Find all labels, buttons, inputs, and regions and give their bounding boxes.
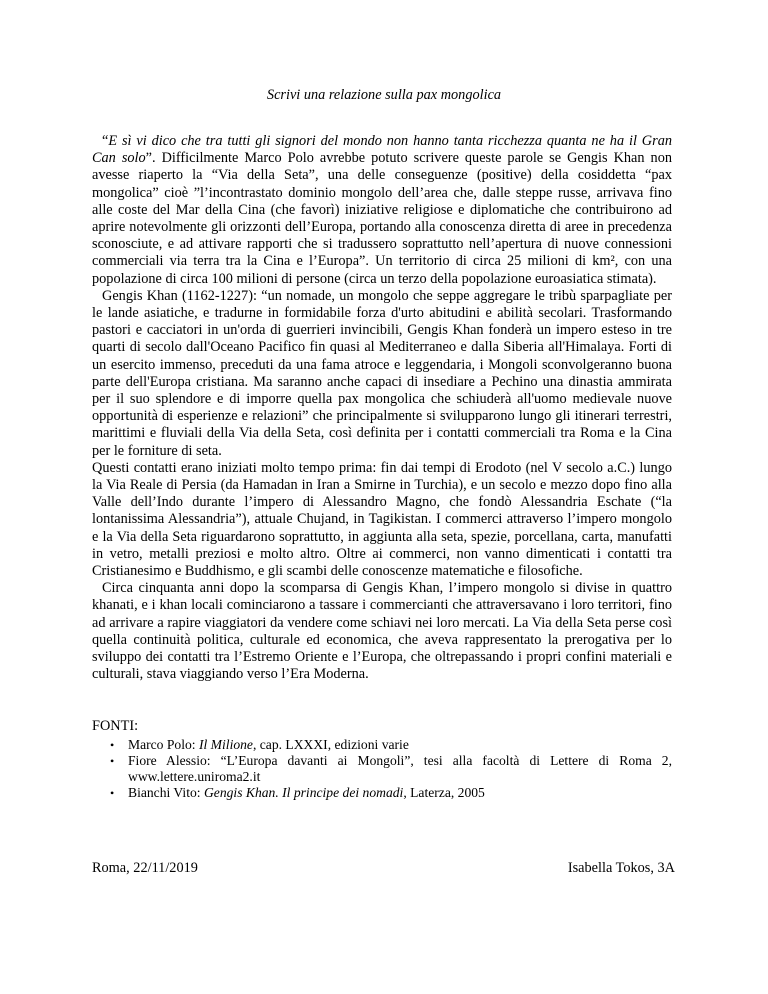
author-signature: Isabella Tokos, 3A (567, 860, 675, 876)
source-item-details: , Laterza, 2005 (403, 785, 485, 801)
opening-quote: E sì vi dico che tra tutti gli signori del mondo non hanno tanta ricchezza quanta ne ha il Gran Can solo (92, 133, 672, 167)
paragraph-1-text: ”. Difficilmente Marco Polo avrebbe potuto scrivere queste parole se Gengis Khan non avesse riaperto la “Via della Seta”, una delle conseguenze (positive) della cosiddetta “pax mongolica” cioè ”l’incontrastato dominio mongolo dell’area che, dalle steppe russe, arrivava fino alle coste del Mar della Cina (che favorì) iniziative religiose e diplomatiche che contribuirono ad aprire notevolmente gli orizzonti dell’Europa, portando alla conoscenza diretta di aree in precedenza sconosciute, e ad attivare rapporti che si tradussero soprattutto nell’apertura di nuove connessioni commerciali via terra tra la Cina e l’Europa”. Un territorio di circa 25 milioni di km², con una popolazione di circa 100 milioni di persone (circa un terzo della popolazione euroasiatica stimata). (92, 150, 672, 287)
sources-section (92, 718, 672, 801)
bullet-icon: • (110, 786, 115, 801)
source-item-text: Marco Polo: (128, 737, 199, 753)
source-item-title: Il Milione (198, 737, 253, 753)
source-item-text: Fiore Alessio: “L’Europa davanti ai Mongoli”, tesi alla facoltà di Lettere di Roma 2, www.lettere.uniroma2.it (128, 753, 672, 785)
sources-heading: FONTI: (92, 718, 139, 734)
paragraph-1: “E sì vi dico che tra tutti gli signori del mondo non hanno tanta ricchezza quanta ne ha il Gran Can solo”. Difficilmente Marco Polo avrebbe potuto scrivere queste parole se Gengis Khan non avesse riaperto la “Via della Seta”, una delle conseguenze (positive) della cosiddetta “pax mongolica” cioè ”l’incontrastato dominio mongolo dell’area che, dalle steppe russe, arrivava fino alle coste del Mar della Cina (che favorì) iniziative religiose e diplomatiche che contribuirono ad aprire notevolmente gli orizzonti dell’Europa, portando alla conoscenza diretta di aree in precedenza sconosciute, e ad attivare rapporti che si tradussero soprattutto nell’apertura di nuove connessioni commerciali via terra tra la Cina e l’Europa”. Un territorio di circa 25 milioni di km², con una popolazione di circa 100 milioni di persone (circa un terzo della popolazione euroasiatica stimata). (92, 133, 672, 287)
source-item-text: Bianchi Vito: (128, 785, 204, 801)
source-item (92, 753, 672, 785)
source-item-title: Gengis Khan. Il principe dei nomadi (203, 785, 404, 801)
source-item (92, 785, 672, 801)
bullet-icon: • (110, 738, 115, 753)
source-item (92, 737, 672, 753)
document-footer (92, 860, 675, 877)
document-body (92, 133, 672, 684)
source-item-details: , cap. LXXXI, edizioni varie (252, 737, 409, 753)
place-date: Roma, 22/11/2019 (92, 860, 198, 876)
paragraph-3: Questi contatti erano iniziati molto tempo prima: fin dai tempi di Erodoto (nel V secolo a.C.) lungo la Via Reale di Persia (da Hamadan in Iran a Smirne in Turchia), e un secolo e mezzo dopo fino alla Valle dell’Indo durante l’impero di Alessandro Magno, che fondò Alessandria Eschate (“la lontanissima Alessandria”), attuale Chujand, in Tagikistan. I commerci attraverso l’impero mongolo e la Via della Seta riguardarono soprattutto, in aggiunta alla seta, spezie, porcellana, carta, manufatti in vetro, metalli preziosi e molto altro. Oltre ai commerci, non vanno dimenticati i contatti tra Cristianesimo e Buddhismo, e gli scambi delle conoscenze matematiche e filosofiche. (92, 459, 672, 580)
document-title: Scrivi una relazione sulla pax mongolica (266, 87, 502, 103)
bullet-icon: • (110, 754, 115, 769)
paragraph-4: Circa cinquanta anni dopo la scomparsa di Gengis Khan, l’impero mongolo si divise in quattro khanati, e i khan locali cominciarono a tassare i commercianti che attraversavano i loro territori, fino ad arrivare a rapire viaggiatori da vendere come schiavi nei loro mercati. La Via della Seta perse così quella continuità politica, culturale ed economica, che aveva rappresentato la prerogativa per lo sviluppo dei contatti tra l’Estremo Oriente e l’Europa, che oltrepassando i propri confini materiali e culturali, stava viaggiando verso l’Era Moderna. (92, 580, 672, 683)
sources-list (92, 737, 672, 801)
paragraph-2: Gengis Khan (1162-1227): “un nomade, un mongolo che seppe aggregare le tribù sparpagliate per le lande asiatiche, e tradurne in formidabile forza d'urto abitudini e abilità secolari. Trasformando pastori e cacciatori in un'orda di guerrieri invincibili, Gengis Khan fonderà un impero esteso in tre quarti di secolo dall'Oceano Pacifico fin quasi al Mediterraneo e dalla Siberia all'Himalaya. Forti di un esercito immenso, preceduti da una fama atroce e leggendaria, i Mongoli sconvolgeranno buona parte dell'Europa cristiana. Ma saranno anche capaci di insediare a Pechino una dinastia ammirata per il suo splendore e di imporre quella pax mongolica che schiuderà all'uomo medievale nuove opportunità di esperienze e relazioni” che principalmente si svilupparono lungo gli itinerari terrestri, marittimi e fluviali della Via della Seta, così definita per i contatti commerciali tra Roma e la Cina per le forniture di seta. (92, 287, 672, 459)
